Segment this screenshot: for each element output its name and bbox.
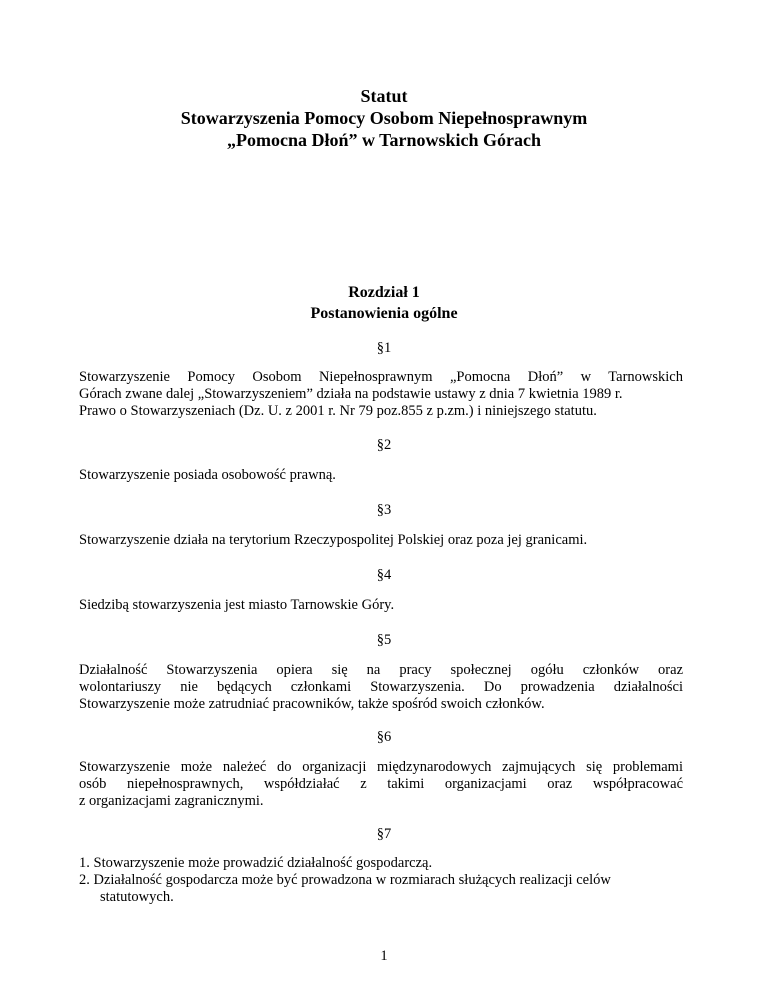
section-mark-6: §6 [376,729,392,745]
section-1-line-2: Górach zwane dalej „Stowarzyszeniem” działa na podstawie ustawy z dnia 7 kwietnia 1989 r. [79,386,623,402]
page-number: 1 [380,948,388,964]
section-1-text [79,369,683,420]
chapter-number: Rozdział 1 [348,284,420,301]
section-mark-7: §7 [376,826,392,842]
section-6-text [79,759,683,810]
section-1-line-3: Prawo o Stowarzyszeniach (Dz. U. z 2001 r. Nr 79 poz.855 z p.zm.) i niniejszego statutu. [79,403,597,419]
section-2-line-1: Stowarzyszenie posiada osobowość prawną. [79,467,336,483]
section-5-line-3: Stowarzyszenie może zatrudniać pracowników, także spośród swoich członków. [79,696,545,712]
section-2-text [79,467,683,484]
section-mark-5: §5 [376,632,392,648]
list-item-2-continuation: statutowych. [100,889,174,905]
section-5-line-1: Działalność Stowarzyszenia opiera się na pracy społecznej ogółu członków oraz [79,662,683,678]
list-item-1: 1. Stowarzyszenie może prowadzić działalność gospodarczą. [79,855,433,871]
title-line-3: „Pomocna Dłoń” w Tarnowskich Górach [226,130,542,150]
section-6-line-3: z organizacjami zagranicznymi. [79,793,264,809]
section-mark-1: §1 [376,340,392,356]
section-mark-2: §2 [376,437,392,453]
section-4-text [79,597,683,614]
section-4-line-1: Siedzibą stowarzyszenia jest miasto Tarnowskie Góry. [79,597,395,613]
section-6-line-2: osób niepełnosprawnych, współdziałać z takimi organizacjami oraz współpracować [79,776,683,792]
section-6-line-1: Stowarzyszenie może należeć do organizacji międzynarodowych zajmujących się problemami [79,759,683,775]
section-5-line-2: wolontariuszy nie będących członkami Stowarzyszenia. Do prowadzenia działalności [79,679,683,695]
chapter-heading [0,282,768,324]
title-line-2: Stowarzyszenia Pomocy Osobom Niepełnosprawnym [180,108,588,128]
list-item-2: 2. Działalność gospodarcza może być prowadzona w rozmiarach służących realizacji celów [79,872,611,888]
chapter-name: Postanowienia ogólne [310,305,458,322]
section-mark-3: §3 [376,502,392,518]
title-line-1: Statut [360,86,408,106]
section-7-list [79,855,699,906]
section-1-line-1: Stowarzyszenie Pomocy Osobom Niepełnosprawnym „Pomocna Dłoń” w Tarnowskich [79,369,683,385]
section-5-text [79,662,683,713]
section-3-text [79,532,683,549]
section-mark-4: §4 [376,567,392,583]
section-3-line-1: Stowarzyszenie działa na terytorium Rzeczypospolitej Polskiej oraz poza jej granicami. [79,532,588,548]
document-title [0,85,768,151]
